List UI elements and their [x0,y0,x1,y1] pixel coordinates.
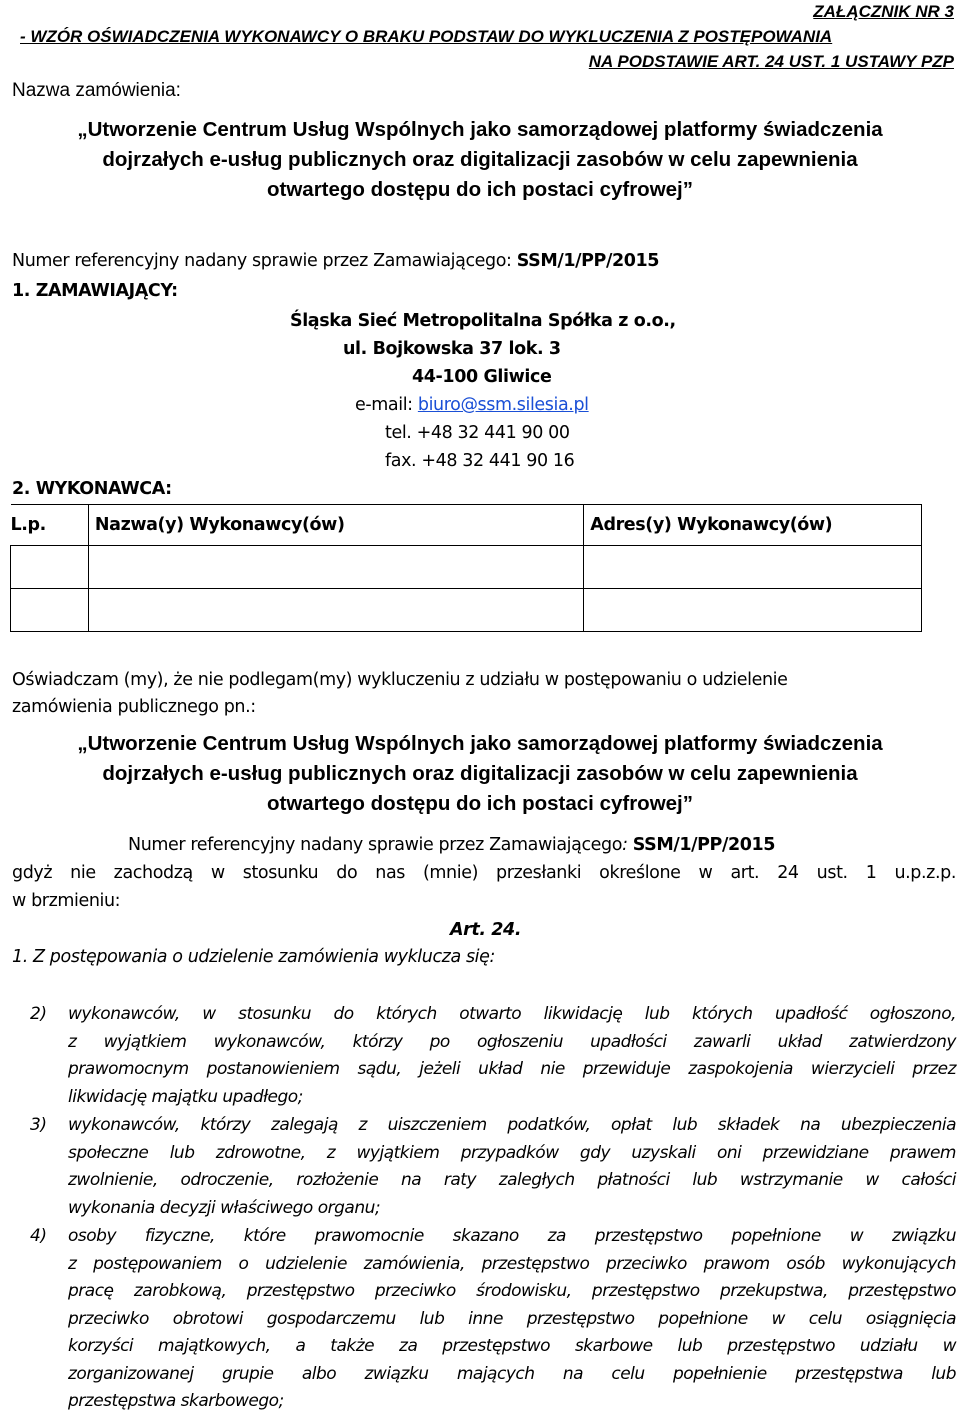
table-header-name: Nazwa(y) Wykonawcy(ów) [88,505,583,546]
article-item-text [68,1001,956,1111]
contractor-table [10,504,922,632]
declaration-line2: zamówienia publicznego pn.: [12,697,256,717]
article-item-line: zorganizowanej grupie albo związku mających na celu popełnienie przestępstwa lub [68,1363,956,1384]
attachment-number: ZAŁĄCZNIK NR 3 [813,2,954,21]
declaration-line1: Oświadczam (my), że nie podlegam(my) wykluczeniu z udziału w postępowaniu o udzielenie [12,670,788,690]
order-title-line1: „Utworzenie Centrum Usług Wspólnych jako samorządowej platformy świadczenia [77,118,883,141]
section2-heading: 2. WYKONAWCA: [12,479,172,499]
declaration-order-title-line1: „Utworzenie Centrum Usług Wspólnych jako samorządowej platformy świadczenia [77,732,883,755]
article-item-line: wykonania decyzji właściwego organu; [68,1197,381,1218]
reference-line [12,251,659,271]
article-item-text [68,1112,956,1222]
article-item-line: osoby fizyczne, które prawomocnie skazano za przestępstwo popełnione w związku [68,1226,956,1246]
document-title-line1: - WZÓR OŚWIADCZENIA WYKONAWCY O BRAKU PODSTAW DO WYKLUCZENIA Z POSTĘPOWANIA [20,27,833,46]
article-item-line: przestępstwa skarbowego; [68,1391,284,1411]
declaration-reference-colon: : [622,835,628,855]
article-item-line: wykonawców, którzy zalegają z uiszczeniem podatków, opłat lub składek na ubezpieczenia [68,1115,956,1135]
contracting-authority-name: Śląska Sieć Metropolitalna Spółka z o.o., [290,311,676,331]
article-item-line: prawomocnym postanowieniem sądu, jeżeli układ nie przewiduje zaspokojenia wierzycieli przez [68,1059,956,1079]
premise-line1: gdyż nie zachodzą w stosunku do nas (mnie) przesłanki określone w art. 24 ust. 1 u.p.z.p. [12,863,956,883]
table-cell-lp[interactable] [11,546,89,589]
article-item-text [68,1223,956,1416]
contracting-authority-street: ul. Bojkowska 37 lok. 3 [343,339,561,359]
article-item-line: społeczne lub zdrowotne, z wyjątkiem przypadków gdy uzyskali oni przewidziane prawem [68,1142,956,1163]
declaration-order-title-line3: otwartego dostępu do ich postaci cyfrowej” [267,792,693,815]
article-paragraph-1: 1. Z postępowania o udzielenie zamówienia wyklucza się: [12,947,495,967]
declaration-reference-line [128,835,775,855]
contracting-authority-fax: fax. +48 32 441 90 16 [385,451,575,471]
reference-label: Numer referencyjny nadany sprawie przez Zamawiającego: [12,251,512,271]
order-title-line3: otwartego dostępu do ich postaci cyfrowej” [267,178,693,201]
contracting-authority-tel: tel. +48 32 441 90 00 [385,423,570,443]
article-item-line: korzyści majątkowych, a także za przestępstwo skarbowe lub przestępstwo udziału w [68,1336,956,1356]
document-title-line2: NA PODSTAWIE ART. 24 UST. 1 USTAWY PZP [588,52,954,71]
section1-heading: 1. ZAMAWIAJĄCY: [12,281,178,301]
table-row [11,546,922,589]
article-title: Art. 24. [450,920,522,940]
article-item-number: 4) [30,1226,47,1246]
declaration-reference-label: Numer referencyjny nadany sprawie przez Zamawiającego [128,835,623,855]
reference-number: SSM/1/PP/2015 [516,251,660,271]
article-item-line: zwolnienie, odroczenie, rozłożenie na raty zaległych płatności lub wstrzymanie w całości [68,1170,956,1190]
table-cell-name[interactable] [88,589,583,632]
email-label: e-mail: [355,395,413,415]
article-item-number: 2) [30,1004,47,1024]
table-header-address: Adres(y) Wykonawcy(ów) [584,505,922,546]
article-item-line: wykonawców, w stosunku do których otwarto likwidację lub których upadłość ogłoszono, [68,1004,956,1024]
table-cell-lp[interactable] [11,589,89,632]
article-item-line: przeciwko obrotowi gospodarczemu lub inne przestępstwo popełnione w celu osiągnięcia [68,1308,956,1329]
article-item-number: 3) [30,1115,47,1135]
contracting-authority-email-line [355,395,589,415]
declaration-order-title-line2: dojrzałych e-usług publicznych oraz digitalizacji zasobów w celu zapewnienia [102,762,858,785]
article-item-line: z postępowaniem o udzielenie zamówienia, przestępstwo przeciwko prawom osób wykonujących [68,1253,956,1274]
article-item-line: z wyjątkiem wykonawców, którzy po ogłoszeniu upadłości zawarli układ zatwierdzony [68,1031,956,1052]
table-row [11,589,922,632]
order-title-line2: dojrzałych e-usług publicznych oraz digitalizacji zasobów w celu zapewnienia [102,148,858,171]
table-cell-name[interactable] [88,546,583,589]
email-link[interactable]: biuro@ssm.silesia.pl [417,395,589,415]
order-name-label: Nazwa zamówienia: [12,80,181,101]
table-header-row [11,505,922,546]
article-item-line: likwidację majątku upadłego; [68,1086,303,1107]
table-header-lp: L.p. [11,505,89,546]
contracting-authority-city: 44-100 Gliwice [412,367,552,387]
table-cell-address[interactable] [584,589,922,632]
article-item-line: pracę zarobkową, przestępstwo przeciwko środowisku, przestępstwo przekupstwa, przestępstwo [68,1281,956,1301]
premise-line2: w brzmieniu: [12,891,121,911]
declaration-reference-number: SSM/1/PP/2015 [632,835,776,855]
table-cell-address[interactable] [584,546,922,589]
